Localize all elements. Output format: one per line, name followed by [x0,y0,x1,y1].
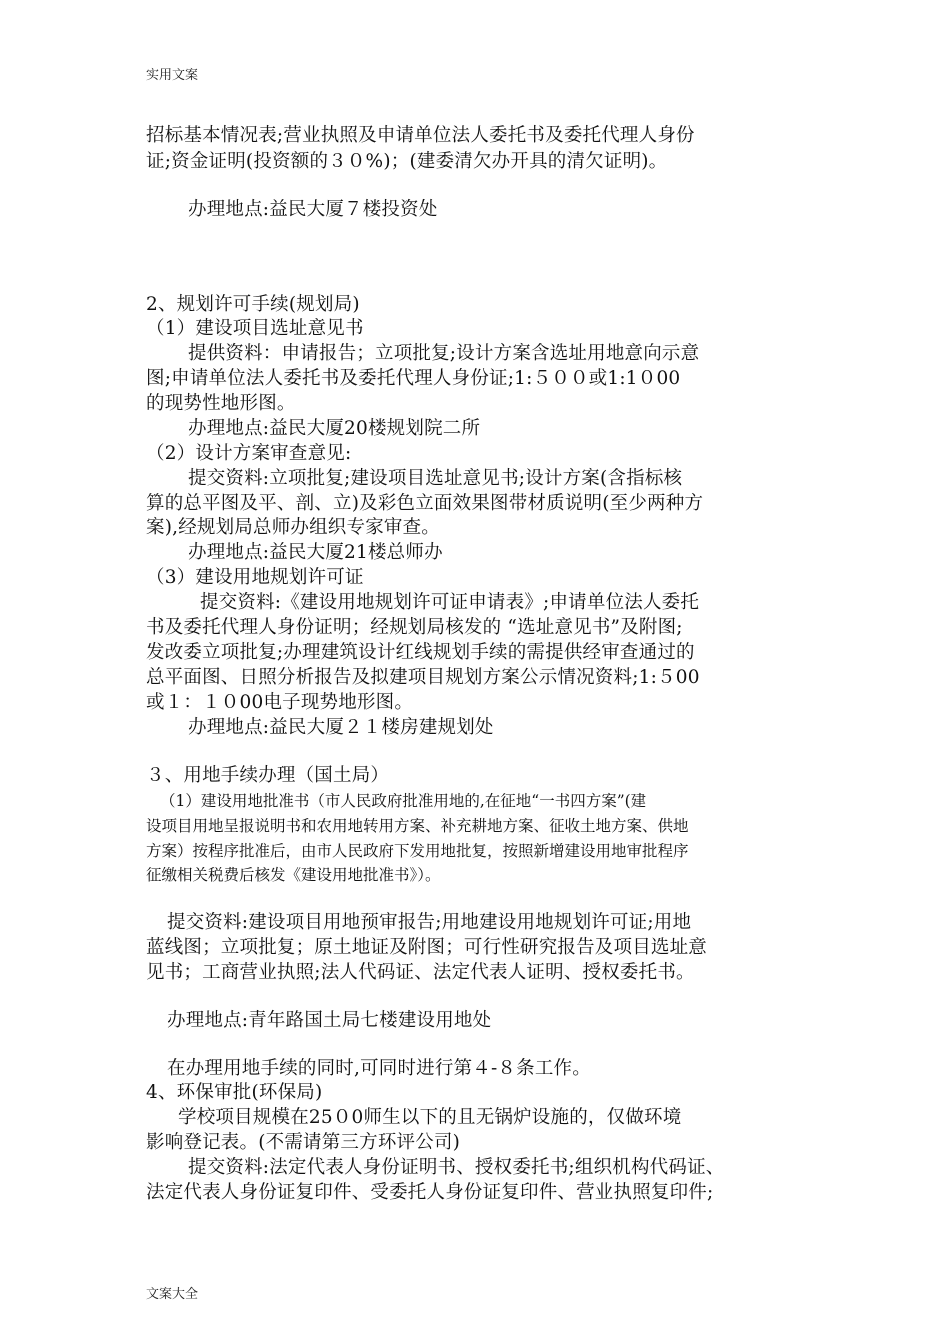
text-line: 办理地点:益民大厦20楼规划院二所 [188,418,481,439]
text-line: 的现势性地形图。 [146,393,296,414]
text-line: 学校项目规模在25０0师生以下的且无锅炉设施的，仅做环境 [178,1107,682,1128]
text-line: 影响登记表。(不需请第三方环评公司) [146,1132,461,1153]
text-line: 招标基本情况表;营业执照及申请单位法人委托书及委托代理人身份 [146,125,695,146]
text-line: 见书；工商营业执照;法人代码证、法定代表人证明、授权委托书。 [146,962,695,983]
text-line: 算的总平图及平、剖、立)及彩色立面效果图带材质说明(至少两种方 [146,493,704,514]
text-line: （1）建设用地批准书（市人民政府批准用地的,在征地“一书四方案”(建 [160,792,647,810]
text-line: 总平面图、日照分析报告及拟建项目规划方案公示情况资料;1:５00 [146,667,700,688]
page-header: 实用文案 [146,68,199,83]
text-line: 书及委托代理人身份证明；经规划局核发的 “选址意见书”及附图; [146,617,683,638]
section-heading: 2、规划许可手续(规划局) [146,294,360,315]
text-line: 案),经规划局总师办组织专家审查。 [146,517,440,538]
text-line: 图;申请单位法人委托书及委托代理人身份证;1:５００或1:1０00 [146,368,681,389]
text-line: 蓝线图；立项批复；原土地证及附图；可行性研究报告及项目选址意 [146,937,708,958]
text-line: 提供资料：申请报告；立项批复;设计方案含选址用地意向示意 [188,343,700,364]
text-line: 征缴相关税费后核发《建设用地批准书》）。 [146,866,441,884]
page-footer: 文案大全 [146,1287,199,1302]
subsection-heading: （2）设计方案审查意见: [146,443,352,464]
text-line: 提交资料:《建设用地规划许可证申请表》;申请单位法人委托 [200,592,700,613]
text-line: 发改委立项批复;办理建筑设计红线规划手续的需提供经审查通过的 [146,642,695,663]
text-line: 证;资金证明(投资额的３０%)；(建委清欠办开具的清欠证明)。 [146,151,668,172]
text-line: 设项目用地呈报说明书和农用地转用方案、补充耕地方案、征收土地方案、供地 [146,817,689,835]
text-line: 或１：１０00电子现势地形图。 [146,692,414,713]
text-line: 方案）按程序批准后，由市人民政府下发用地批复，按照新增建设用地审批程序 [146,842,689,860]
section-heading: 4、环保审批(环保局) [146,1082,323,1103]
text-line: 办理地点:益民大厦21楼总师办 [188,542,443,563]
text-line: 提交资料:立项批复;建设项目选址意见书;设计方案(含指标核 [188,468,683,489]
text-line: 办理地点:青年路国土局七楼建设用地处 [167,1010,492,1031]
text-line: 提交资料:法定代表人身份证明书、授权委托书;组织机构代码证、 [188,1157,725,1178]
section-heading: ３、用地手续办理（国土局） [146,765,390,786]
text-line: 法定代表人身份证复印件、受委托人身份证复印件、营业执照复印件; [146,1182,714,1203]
text-line: 提交资料:建设项目用地预审报告;用地建设用地规划许可证;用地 [167,912,692,933]
subsection-heading: （3）建设用地规划许可证 [146,567,364,588]
text-line: 在办理用地手续的同时,可同时进行第４-８条工作。 [167,1058,591,1079]
text-line: 办理地点:益民大厦７楼投资处 [188,199,438,220]
subsection-heading: （1）建设项目选址意见书 [146,318,364,339]
text-line: 办理地点:益民大厦２１楼房建规划处 [188,717,494,738]
